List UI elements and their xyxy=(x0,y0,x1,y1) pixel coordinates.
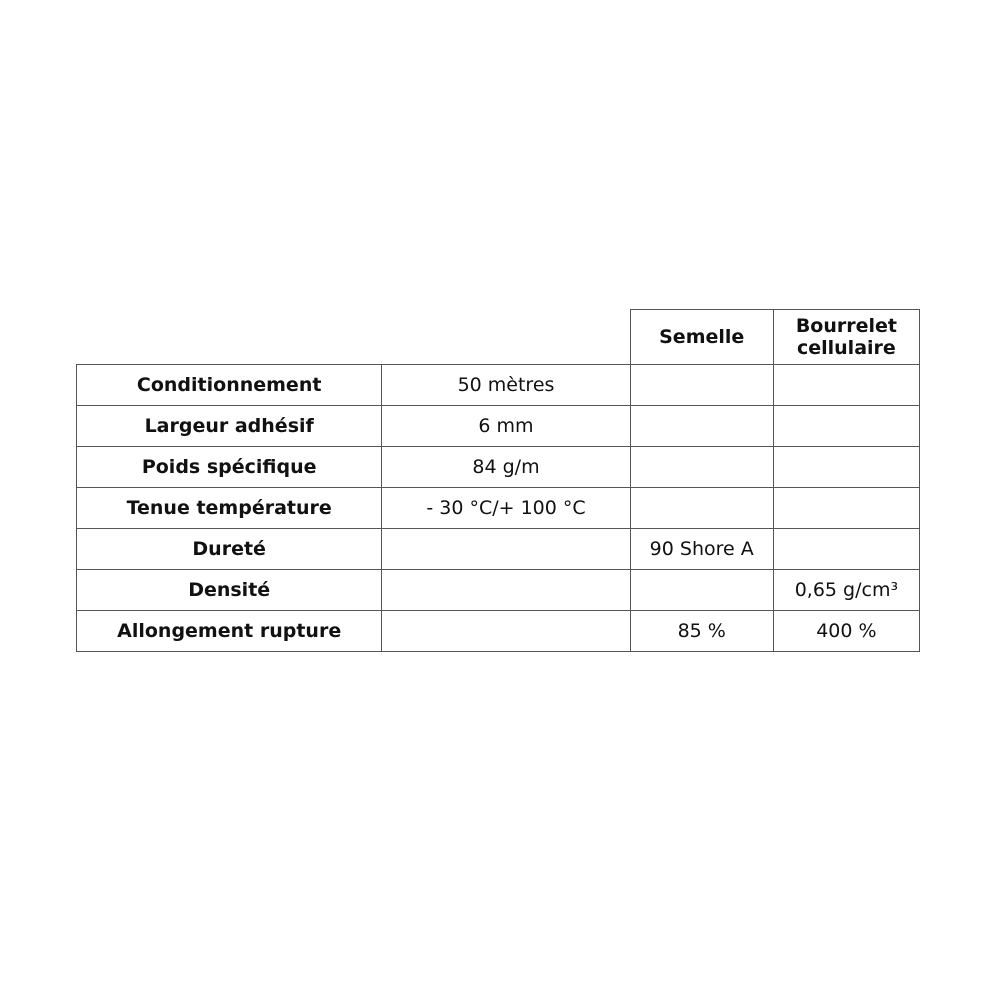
header-bourrelet-line1: Bourrelet xyxy=(795,315,897,337)
row-label: Densité xyxy=(77,570,382,611)
row-bourrelet: 0,65 g/cm³ xyxy=(773,570,919,611)
table-row xyxy=(77,611,920,652)
row-bourrelet xyxy=(773,488,919,529)
row-semelle: 90 Shore A xyxy=(630,529,773,570)
header-bourrelet-cellulaire xyxy=(773,310,919,365)
row-semelle xyxy=(630,365,773,406)
row-label: Conditionnement xyxy=(77,365,382,406)
table-row xyxy=(77,406,920,447)
row-label: Largeur adhésif xyxy=(77,406,382,447)
header-empty-cell xyxy=(382,310,630,365)
row-value xyxy=(382,570,630,611)
row-value xyxy=(382,611,630,652)
spec-table xyxy=(76,309,920,652)
row-semelle xyxy=(630,447,773,488)
row-semelle xyxy=(630,488,773,529)
row-value: 6 mm xyxy=(382,406,630,447)
table-row xyxy=(77,529,920,570)
row-label: Dureté xyxy=(77,529,382,570)
row-value: 50 mètres xyxy=(382,365,630,406)
row-semelle xyxy=(630,406,773,447)
row-label: Poids spécifique xyxy=(77,447,382,488)
row-semelle xyxy=(630,570,773,611)
row-value: - 30 °C/+ 100 °C xyxy=(382,488,630,529)
table-row xyxy=(77,488,920,529)
table-header-row xyxy=(77,310,920,365)
table-row xyxy=(77,447,920,488)
row-bourrelet xyxy=(773,447,919,488)
table-row xyxy=(77,570,920,611)
row-bourrelet xyxy=(773,529,919,570)
row-bourrelet xyxy=(773,365,919,406)
header-semelle: Semelle xyxy=(630,310,773,365)
header-bourrelet-line2: cellulaire xyxy=(796,337,896,359)
row-semelle: 85 % xyxy=(630,611,773,652)
header-empty-cell xyxy=(77,310,382,365)
row-bourrelet xyxy=(773,406,919,447)
row-label: Tenue température xyxy=(77,488,382,529)
row-value: 84 g/m xyxy=(382,447,630,488)
row-value xyxy=(382,529,630,570)
row-label: Allongement rupture xyxy=(77,611,382,652)
table-row xyxy=(77,365,920,406)
row-bourrelet: 400 % xyxy=(773,611,919,652)
